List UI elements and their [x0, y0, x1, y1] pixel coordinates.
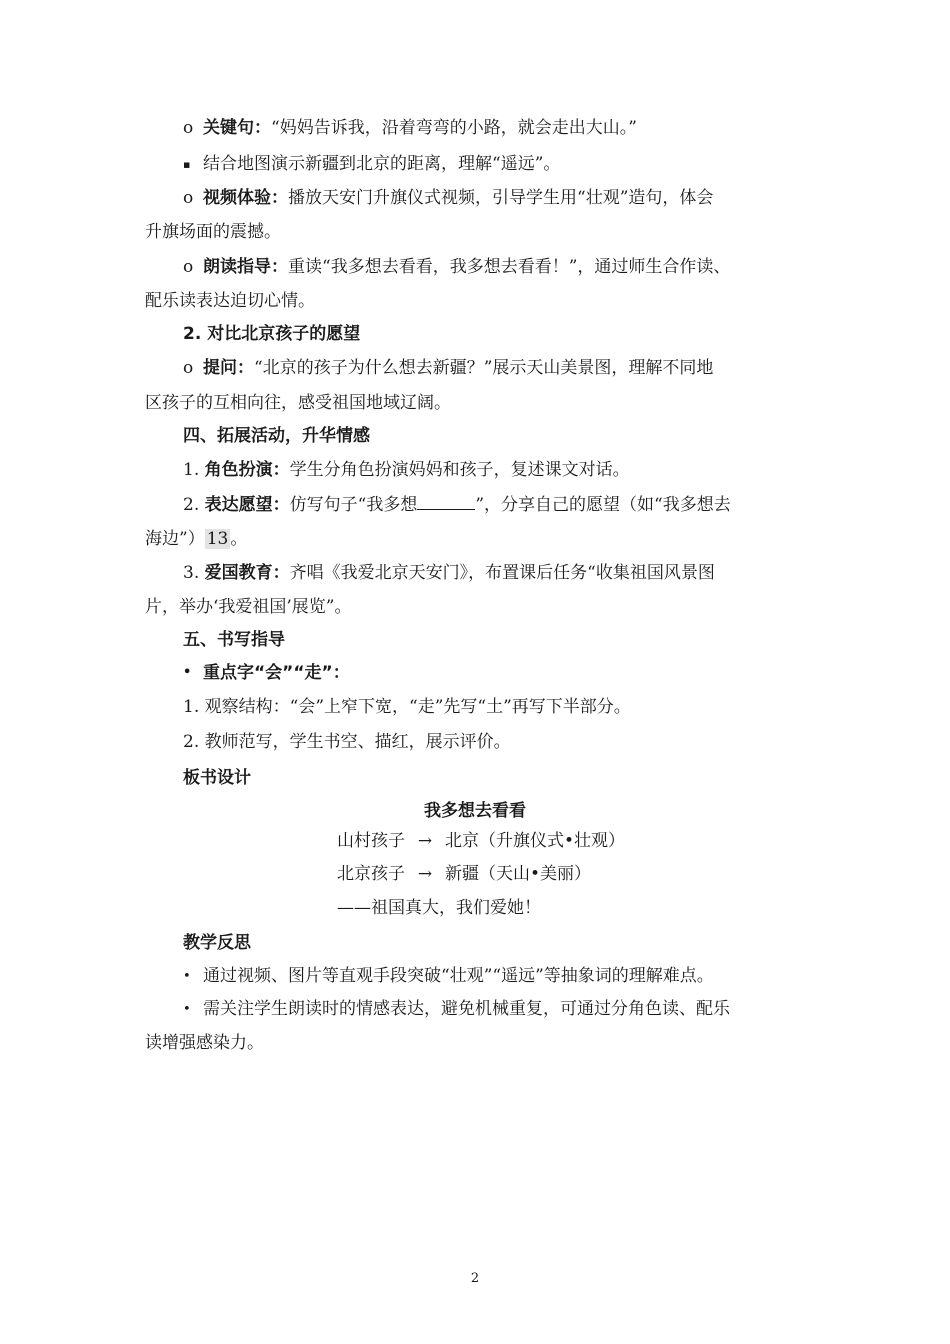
express-wish-cont [145, 527, 805, 551]
round-bullet: • [183, 968, 191, 984]
patriotic-education-cont: 片，举办‘我爱祖国’展览”。 [145, 597, 352, 617]
fill-blank [417, 493, 475, 510]
circle-bullet: o [183, 188, 194, 208]
label: 爱国教育： [204, 563, 290, 583]
text: 通过视频、图片等直观手段突破“壮观”“遥远”等抽象词的理解难点。 [203, 966, 714, 986]
key-sentence-line [183, 116, 805, 140]
page-number: 2 [470, 1271, 480, 1286]
label: 关键句： [203, 118, 271, 138]
section-heading: 五、书写指导 [183, 630, 285, 650]
number: 1. [183, 460, 200, 480]
board-row [337, 862, 805, 886]
reflection-item-cont: 读增强感染力。 [145, 1033, 264, 1053]
reading-guide-line [183, 255, 805, 279]
number: 3. [183, 563, 200, 583]
arrow-right-icon: → [417, 831, 433, 851]
board-subject: 山村孩子 [337, 831, 405, 851]
video-experience-line [183, 186, 805, 210]
reflection-heading: 教学反思 [183, 933, 251, 953]
text: 。 [230, 529, 248, 549]
map-demo-line [183, 152, 805, 177]
round-bullet: • [183, 1001, 191, 1017]
text: 齐唱《我爱北京天安门》，布置课后任务“收集祖国风景图 [289, 563, 715, 583]
observe-structure-line: 1. 观察结构：“会”上窄下宽，“走”先写“土”再写下半部分。 [183, 697, 631, 717]
circle-bullet: o [183, 358, 194, 378]
question-cont: 区孩子的互相向往，感受祖国地域辽阔。 [145, 393, 451, 413]
board-row [337, 829, 805, 853]
text: 结合地图演示新疆到北京的距离，理解“遥远”。 [203, 154, 561, 174]
board-conclusion: ——祖国真大，我们爱她！ [337, 898, 541, 918]
board-design-heading: 板书设计 [183, 768, 251, 788]
label: 表达愿望： [204, 495, 290, 515]
text: 需关注学生朗读时的情感表达，避免机械重复，可通过分角色读、配乐 [203, 999, 730, 1019]
text: 重读“我多想去看看，我多想去看看！”，通过师生合作读、 [288, 257, 731, 277]
circle-bullet: o [183, 257, 194, 277]
text: 海边”） [145, 529, 205, 549]
text: 播放天安门升旗仪式视频，引导学生用“壮观”造句，体会 [288, 188, 714, 208]
teacher-demo-line: 2. 教师范写，学生书空、描红，展示评价。 [183, 732, 511, 752]
question-line [183, 356, 805, 380]
reflection-item [183, 964, 805, 989]
video-experience-cont: 升旗场面的震撼。 [145, 222, 281, 242]
section-heading: 2. 对比北京孩子的愿望 [183, 324, 361, 344]
key-characters-line [183, 661, 805, 685]
board-target: 新疆（天山•美丽） [445, 864, 592, 884]
number: 2. [183, 495, 200, 515]
label: 视频体验： [203, 188, 288, 208]
label: 重点字“会”“走”： [203, 663, 350, 683]
reflection-item [183, 997, 805, 1022]
express-wish-line [183, 493, 805, 517]
text: ”，分享自己的愿望（如“我多想去 [475, 495, 731, 515]
label: 朗读指导： [203, 257, 288, 277]
patriotic-education-line [183, 561, 805, 585]
label: 提问： [203, 358, 254, 378]
board-target: 北京（升旗仪式•壮观） [445, 831, 626, 851]
text: “北京的孩子为什么想去新疆？”展示天山美景图，理解不同地 [254, 358, 714, 378]
round-bullet: • [183, 665, 192, 680]
role-play-line [183, 458, 805, 482]
reading-guide-cont: 配乐读表达迫切心情。 [145, 291, 315, 311]
label: 角色扮演： [204, 460, 290, 480]
circle-bullet: o [183, 118, 194, 138]
board-title: 我多想去看看 [424, 801, 526, 821]
section-heading: 四、拓展活动，升华情感 [183, 426, 370, 446]
reference-marker: 13 [206, 529, 229, 549]
arrow-right-icon: → [417, 864, 433, 884]
board-subject: 北京孩子 [337, 864, 405, 884]
text: 仿写句子“我多想 [289, 495, 418, 515]
square-bullet: ▪ [183, 157, 191, 171]
text: “妈妈告诉我，沿着弯弯的小路，就会走出大山。” [271, 118, 637, 138]
text: 学生分角色扮演妈妈和孩子，复述课文对话。 [289, 460, 630, 480]
